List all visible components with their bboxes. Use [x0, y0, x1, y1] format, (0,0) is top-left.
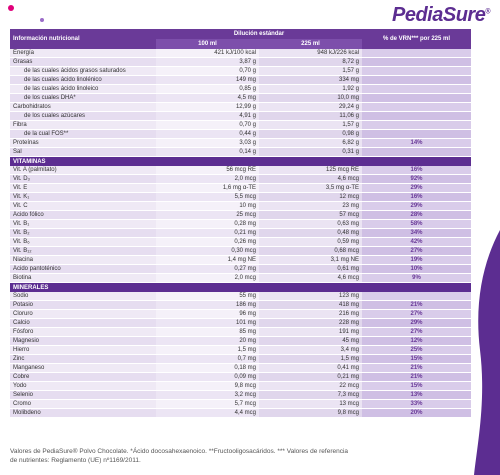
row-value-v2: 8,72 g [259, 58, 362, 67]
row-label: Zinc [10, 355, 156, 364]
row-value-v1: 1,4 mg NE [156, 256, 259, 265]
row-value-v2: 0,21 mg [259, 373, 362, 382]
table-row [10, 229, 471, 238]
row-value-v1: 56 mcg RE [156, 166, 259, 175]
row-label: Vit. B₁ [10, 220, 156, 229]
row-value-v2: 0,63 mg [259, 220, 362, 229]
row-value-v2: 4,6 mcg [259, 175, 362, 184]
row-value-v1: 4,4 mcg [156, 409, 259, 418]
row-label: Potasio [10, 301, 156, 310]
row-label: de las cuales ácido linolénico [10, 76, 156, 85]
row-value-v2: 29,24 g [259, 103, 362, 112]
row-value-v2: 3,5 mg α-TE [259, 184, 362, 193]
row-value-v2: 9,8 mcg [259, 409, 362, 418]
decorative-wave-shape [474, 230, 500, 475]
row-label: de las cuales ácidos grasos saturados [10, 67, 156, 76]
decorative-dot-purple [40, 18, 44, 22]
row-value-v1: 0,44 g [156, 130, 259, 139]
table-row [10, 130, 471, 139]
row-vrn [362, 103, 471, 112]
row-value-v2: 1,92 g [259, 85, 362, 94]
row-vrn: 27% [362, 328, 471, 337]
row-vrn: 14% [362, 139, 471, 148]
row-label: Selenio [10, 391, 156, 400]
table-row [10, 364, 471, 373]
row-vrn [362, 85, 471, 94]
row-value-v1: 4,5 mg [156, 94, 259, 103]
row-value-v1: 12,99 g [156, 103, 259, 112]
row-value-v2: 3,1 mg NE [259, 256, 362, 265]
row-value-v1: 0,14 g [156, 148, 259, 157]
table-row [10, 175, 471, 184]
header-vrn: % de VRN*** por 225 ml [362, 29, 471, 49]
row-value-v1: 3,87 g [156, 58, 259, 67]
row-value-v1: 0,09 mg [156, 373, 259, 382]
row-label: de las cuales ácido linoleico [10, 85, 156, 94]
table-row [10, 310, 471, 319]
row-value-v2: 1,57 g [259, 121, 362, 130]
row-label: Cloruro [10, 310, 156, 319]
row-value-v1: 0,70 g [156, 67, 259, 76]
row-vrn [362, 130, 471, 139]
row-vrn: 29% [362, 202, 471, 211]
row-value-v2: 191 mg [259, 328, 362, 337]
row-value-v1: 421 kJ/100 kcal [156, 49, 259, 58]
row-vrn [362, 121, 471, 130]
row-value-v1: 25 mcg [156, 211, 259, 220]
row-value-v1: 0,70 g [156, 121, 259, 130]
row-vrn: 20% [362, 409, 471, 418]
row-value-v1: 1,5 mg [156, 346, 259, 355]
row-label: Yodo [10, 382, 156, 391]
row-value-v2: 1,57 g [259, 67, 362, 76]
row-label: de los cuales DHA* [10, 94, 156, 103]
table-row [10, 409, 471, 418]
row-label: Hierro [10, 346, 156, 355]
row-value-v1: 9,8 mcg [156, 382, 259, 391]
row-label: Vit. K₁ [10, 193, 156, 202]
row-value-v2: 334 mg [259, 76, 362, 85]
row-vrn: 58% [362, 220, 471, 229]
row-value-v1: 0,30 mcg [156, 247, 259, 256]
minerals-body [10, 292, 471, 418]
row-vrn: 13% [362, 391, 471, 400]
row-value-v2: 0,98 g [259, 130, 362, 139]
row-vrn [362, 49, 471, 58]
table-row [10, 265, 471, 274]
row-value-v2: 57 mcg [259, 211, 362, 220]
row-label: Grasas [10, 58, 156, 67]
row-vrn: 27% [362, 247, 471, 256]
row-value-v1: 101 mg [156, 319, 259, 328]
row-value-v2: 12 mcg [259, 193, 362, 202]
row-value-v1: 85 mg [156, 328, 259, 337]
row-value-v2: 45 mg [259, 337, 362, 346]
row-value-v2: 23 mg [259, 202, 362, 211]
table-row [10, 184, 471, 193]
row-label: Vit. A (palmitato) [10, 166, 156, 175]
table-row [10, 238, 471, 247]
row-label: Sal [10, 148, 156, 157]
row-value-v2: 123 mg [259, 292, 362, 301]
row-vrn: 12% [362, 337, 471, 346]
row-label: Vit. B₆ [10, 238, 156, 247]
row-value-v1: 0,28 mg [156, 220, 259, 229]
row-vrn: 29% [362, 319, 471, 328]
row-value-v2: 7,3 mcg [259, 391, 362, 400]
row-label: Fósforo [10, 328, 156, 337]
table-row [10, 202, 471, 211]
row-value-v1: 20 mg [156, 337, 259, 346]
row-value-v2: 418 mg [259, 301, 362, 310]
table-row [10, 103, 471, 112]
footnote-line-1: Valores de PediaSure® Polvo Chocolate. *Ácido docosahexaenoico. **Fructooligosacáridos. *** Valores de referencia [10, 448, 349, 455]
row-label: Cromo [10, 400, 156, 409]
table-row [10, 166, 471, 175]
row-value-v2: 216 mg [259, 310, 362, 319]
table-row [10, 256, 471, 265]
row-vrn [362, 112, 471, 121]
row-vrn [362, 67, 471, 76]
row-value-v2: 1,5 mg [259, 355, 362, 364]
row-value-v2: 228 mg [259, 319, 362, 328]
header-dilution: Dilución estándar [156, 29, 362, 39]
row-vrn: 16% [362, 166, 471, 175]
row-value-v2: 0,68 mcg [259, 247, 362, 256]
table-row [10, 382, 471, 391]
brand-logo: PediaSure® [392, 4, 490, 26]
row-label: Energía [10, 49, 156, 58]
row-label: Ácido pantoténico [10, 265, 156, 274]
table-row [10, 193, 471, 202]
row-value-v2: 11,06 g [259, 112, 362, 121]
row-vrn [362, 58, 471, 67]
row-vrn: 16% [362, 193, 471, 202]
row-value-v2: 125 mcg RE [259, 166, 362, 175]
table-row [10, 373, 471, 382]
footnote-line-2: de nutrientes: Reglamento (UE) nº1169/2011. [10, 457, 141, 464]
row-value-v1: 0,85 g [156, 85, 259, 94]
row-vrn: 42% [362, 238, 471, 247]
row-value-v2: 0,59 mg [259, 238, 362, 247]
row-vrn [362, 292, 471, 301]
row-value-v1: 186 mg [156, 301, 259, 310]
row-value-v2: 0,48 mg [259, 229, 362, 238]
row-value-v1: 2,0 mcg [156, 175, 259, 184]
footnote [10, 447, 470, 465]
row-label: Manganeso [10, 364, 156, 373]
row-vrn: 28% [362, 211, 471, 220]
vitamins-section [10, 157, 471, 167]
row-value-v1: 96 mg [156, 310, 259, 319]
table-row [10, 301, 471, 310]
row-vrn: 10% [362, 265, 471, 274]
row-vrn [362, 76, 471, 85]
row-value-v2: 13 mcg [259, 400, 362, 409]
row-label: de los cuales azúcares [10, 112, 156, 121]
row-vrn: 15% [362, 382, 471, 391]
row-label: Fibra [10, 121, 156, 130]
row-label: Vit. B₁₂ [10, 247, 156, 256]
row-value-v1: 4,91 g [156, 112, 259, 121]
table-row [10, 328, 471, 337]
row-vrn: 92% [362, 175, 471, 184]
minerals-section [10, 283, 471, 293]
row-vrn: 27% [362, 310, 471, 319]
section-minerals-title: MINERALES [10, 283, 471, 293]
table-row [10, 58, 471, 67]
row-vrn [362, 94, 471, 103]
row-value-v1: 0,21 mg [156, 229, 259, 238]
table-row [10, 319, 471, 328]
row-vrn: 9% [362, 274, 471, 283]
table-row [10, 400, 471, 409]
row-value-v2: 0,31 g [259, 148, 362, 157]
section-vitamins-title: VITAMINAS [10, 157, 471, 167]
table-row [10, 220, 471, 229]
header-225ml: 225 ml [259, 39, 362, 49]
row-value-v1: 1,6 mg α-TE [156, 184, 259, 193]
row-value-v1: 0,27 mg [156, 265, 259, 274]
row-value-v1: 0,18 mg [156, 364, 259, 373]
row-value-v1: 3,2 mcg [156, 391, 259, 400]
row-label: Biotina [10, 274, 156, 283]
table-row [10, 346, 471, 355]
row-vrn: 21% [362, 364, 471, 373]
table-row [10, 211, 471, 220]
row-value-v2: 3,4 mg [259, 346, 362, 355]
row-value-v1: 10 mg [156, 202, 259, 211]
row-label: Sodio [10, 292, 156, 301]
row-label: Calcio [10, 319, 156, 328]
row-vrn: 15% [362, 355, 471, 364]
row-label: Vit. C [10, 202, 156, 211]
table-row [10, 391, 471, 400]
row-vrn: 21% [362, 373, 471, 382]
row-value-v2: 6,82 g [259, 139, 362, 148]
row-value-v1: 3,03 g [156, 139, 259, 148]
row-value-v1: 5,7 mcg [156, 400, 259, 409]
row-label: Vit. B₂ [10, 229, 156, 238]
row-value-v1: 0,26 mg [156, 238, 259, 247]
row-vrn [362, 148, 471, 157]
header-100ml: 100 ml [156, 39, 259, 49]
row-value-v1: 149 mg [156, 76, 259, 85]
row-label: Cobre [10, 373, 156, 382]
row-value-v2: 0,41 mg [259, 364, 362, 373]
table-row [10, 274, 471, 283]
row-value-v2: 0,61 mg [259, 265, 362, 274]
table-row [10, 292, 471, 301]
row-label: Ácido fólico [10, 211, 156, 220]
row-label: Molibdeno [10, 409, 156, 418]
vitamins-body [10, 166, 471, 283]
table-row [10, 355, 471, 364]
row-label: de la cual FOS** [10, 130, 156, 139]
table-row [10, 76, 471, 85]
table-row [10, 139, 471, 148]
table-row [10, 337, 471, 346]
nutrition-table [10, 29, 471, 418]
row-value-v1: 5,5 mcg [156, 193, 259, 202]
row-vrn: 34% [362, 229, 471, 238]
row-value-v2: 948 kJ/226 kcal [259, 49, 362, 58]
table-row [10, 67, 471, 76]
row-label: Vit. D₃ [10, 175, 156, 184]
row-label: Niacina [10, 256, 156, 265]
row-vrn: 29% [362, 184, 471, 193]
header-info: Información nutricional [10, 29, 156, 49]
row-vrn: 19% [362, 256, 471, 265]
row-label: Proteínas [10, 139, 156, 148]
row-value-v2: 22 mcg [259, 382, 362, 391]
table-row [10, 247, 471, 256]
row-value-v1: 55 mg [156, 292, 259, 301]
table-row [10, 94, 471, 103]
row-vrn: 33% [362, 400, 471, 409]
decorative-dot-magenta [8, 5, 14, 11]
row-vrn: 21% [362, 301, 471, 310]
table-row [10, 121, 471, 130]
row-label: Magnesio [10, 337, 156, 346]
table-row [10, 148, 471, 157]
row-value-v1: 0,7 mg [156, 355, 259, 364]
row-vrn: 25% [362, 346, 471, 355]
table-row [10, 112, 471, 121]
row-label: Vit. E [10, 184, 156, 193]
row-value-v2: 4,6 mcg [259, 274, 362, 283]
row-value-v1: 2,0 mcg [156, 274, 259, 283]
row-value-v2: 10,0 mg [259, 94, 362, 103]
row-label: Carbohidratos [10, 103, 156, 112]
table-row [10, 49, 471, 58]
table-row [10, 85, 471, 94]
nutrients-body [10, 49, 471, 157]
